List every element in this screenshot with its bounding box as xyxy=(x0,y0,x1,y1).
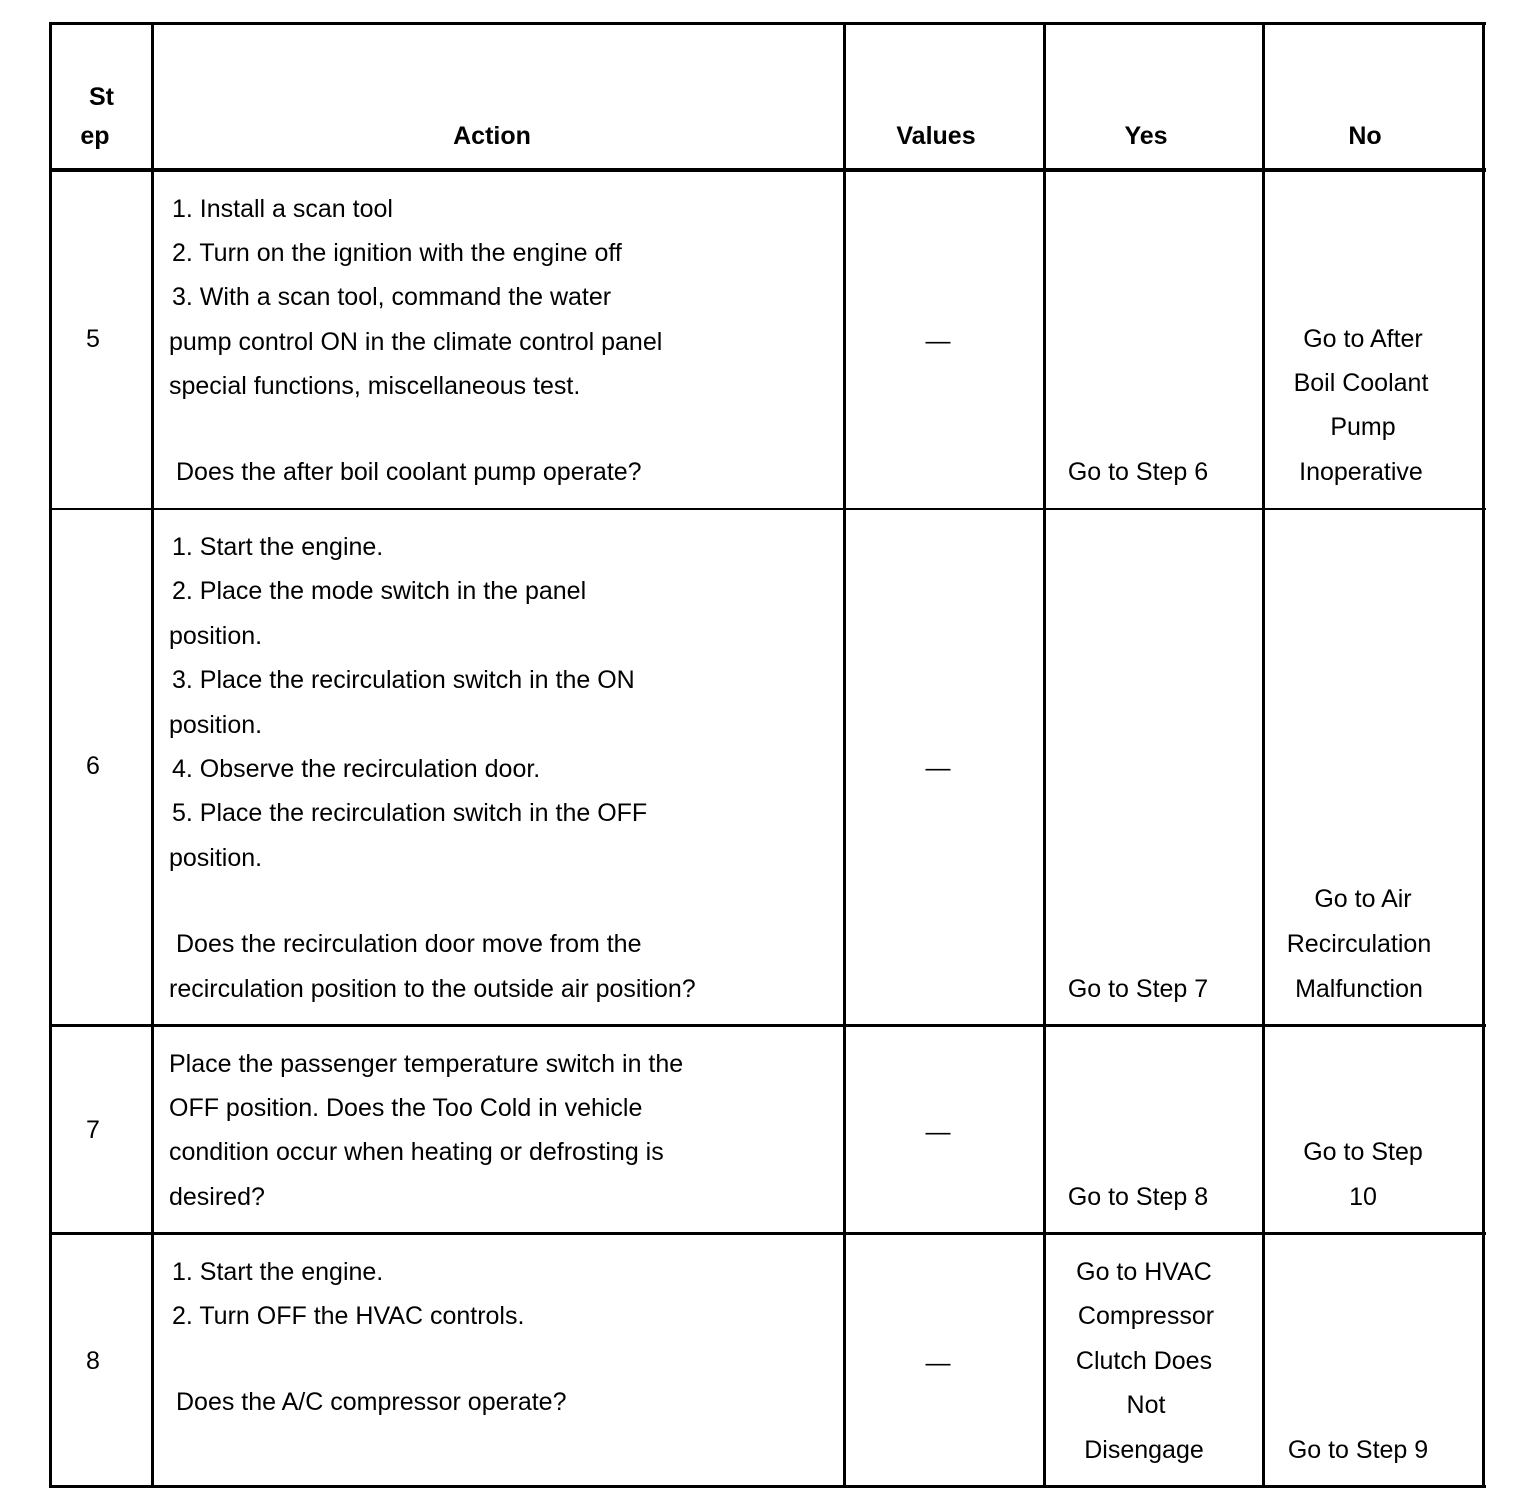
action-line: position. xyxy=(169,844,263,872)
header-no: No xyxy=(1348,122,1382,150)
header-step-line-2: ep xyxy=(80,122,110,150)
row-divider xyxy=(49,1024,1486,1027)
values-cell: — xyxy=(925,327,951,355)
action-line: 5. Place the recirculation switch in the OFF xyxy=(172,799,648,827)
values-cell: — xyxy=(925,1349,951,1377)
action-line: pump control ON in the climate control panel xyxy=(169,328,663,356)
action-line: 4. Observe the recirculation door. xyxy=(172,755,541,783)
action-line: OFF position. Does the Too Cold in vehicle xyxy=(169,1094,643,1122)
column-divider xyxy=(1262,22,1265,1488)
no-line: Go to Step 9 xyxy=(1287,1436,1429,1464)
action-line: condition occur when heating or defrosting is xyxy=(169,1138,664,1166)
no-line: 10 xyxy=(1349,1183,1377,1211)
no-line: Go to After xyxy=(1303,325,1423,353)
action-line: position. xyxy=(169,622,263,650)
yes-line: Go to HVAC xyxy=(1076,1258,1212,1286)
action-question: Does the after boil coolant pump operate? xyxy=(176,458,642,486)
yes-line: Go to Step 8 xyxy=(1067,1183,1209,1211)
column-divider xyxy=(843,22,846,1488)
no-line: Recirculation xyxy=(1286,930,1432,958)
action-question: recirculation position to the outside air position? xyxy=(169,975,696,1003)
yes-line: Go to Step 6 xyxy=(1067,458,1209,486)
yes-line: Clutch Does xyxy=(1075,1347,1213,1375)
yes-line: Disengage xyxy=(1084,1436,1204,1464)
no-line: Go to Step xyxy=(1303,1138,1423,1166)
no-line: Boil Coolant xyxy=(1293,369,1429,397)
action-line: 3. With a scan tool, command the water xyxy=(172,283,612,311)
table-border-bottom xyxy=(49,1485,1486,1488)
action-line: desired? xyxy=(169,1183,265,1211)
values-cell: — xyxy=(925,1118,951,1146)
action-line: 1. Install a scan tool xyxy=(172,195,393,223)
action-question: Does the A/C compressor operate? xyxy=(176,1388,567,1416)
row-divider xyxy=(49,1232,1486,1235)
action-line: 2. Turn OFF the HVAC controls. xyxy=(172,1302,525,1330)
no-line: Malfunction xyxy=(1295,975,1423,1003)
action-line: 1. Start the engine. xyxy=(172,1258,384,1286)
header-divider xyxy=(49,168,1486,172)
column-divider xyxy=(151,22,154,1488)
yes-line: Go to Step 7 xyxy=(1067,975,1209,1003)
yes-line: Not xyxy=(1126,1391,1166,1419)
action-line: position. xyxy=(169,711,263,739)
yes-line: Compressor xyxy=(1077,1302,1215,1330)
action-line: special functions, miscellaneous test. xyxy=(169,372,581,400)
header-yes: Yes xyxy=(1124,122,1168,150)
action-line: 3. Place the recirculation switch in the ON xyxy=(172,666,635,694)
no-line: Go to Air xyxy=(1314,885,1412,913)
action-line: 1. Start the engine. xyxy=(172,533,384,561)
step-number: 6 xyxy=(86,752,100,780)
header-step-line-1: St xyxy=(89,83,114,111)
step-number: 7 xyxy=(86,1116,100,1144)
action-line: 2. Place the mode switch in the panel xyxy=(172,577,587,605)
no-line: Pump xyxy=(1330,413,1396,441)
header-values: Values xyxy=(896,122,976,150)
table-border-top xyxy=(49,22,1486,25)
table-border-right xyxy=(1482,22,1485,1488)
no-line: Inoperative xyxy=(1299,458,1423,486)
row-divider xyxy=(49,508,1486,510)
step-number: 5 xyxy=(86,325,100,353)
action-line: Place the passenger temperature switch in the xyxy=(169,1050,684,1078)
action-question: Does the recirculation door move from the xyxy=(176,930,642,958)
header-action: Action xyxy=(453,122,531,150)
action-line: 2. Turn on the ignition with the engine off xyxy=(172,239,622,267)
step-number: 8 xyxy=(86,1347,100,1375)
values-cell: — xyxy=(925,754,951,782)
